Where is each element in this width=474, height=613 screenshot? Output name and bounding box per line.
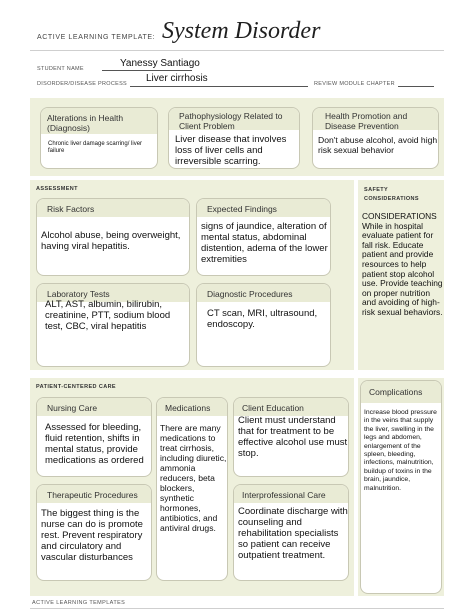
pathophysiology-card bbox=[168, 107, 300, 169]
diagnostic-title: Diagnostic Procedures bbox=[207, 289, 293, 299]
nursing-care-title: Nursing Care bbox=[47, 403, 98, 413]
pathophysiology-title: Pathophysiology Related to Client Problem bbox=[179, 111, 283, 131]
student-name-label: STUDENT NAME bbox=[37, 66, 84, 72]
complications-card bbox=[360, 380, 442, 594]
student-name-underline bbox=[102, 70, 192, 71]
interprofessional-care-title: Interprofessional Care bbox=[242, 490, 326, 500]
review-chapter-label: REVIEW MODULE CHAPTER bbox=[314, 81, 395, 87]
complications-title: Complications bbox=[369, 387, 423, 397]
nursing-care-text: Assessed for bleeding, fluid retention, shifts in mental status, provide medications as ordered bbox=[45, 422, 144, 466]
lab-tests-card bbox=[36, 283, 190, 367]
student-name-value: Yanessy Santiago bbox=[120, 58, 200, 69]
complications-text: Increase blood pressure in the veins that supply the liver, swelling in the legs and abdomen, enlargement of the spleen, bleeding, infections, malnutrition, buildup of toxins in the brain, jaundice, malnutrition. bbox=[364, 409, 437, 492]
alterations-title: Alterations in Health (Diagnosis) bbox=[47, 113, 124, 133]
template-label: ACTIVE LEARNING TEMPLATE: bbox=[37, 34, 156, 41]
review-chapter-underline bbox=[398, 86, 434, 87]
interprofessional-care-text: Coordinate discharge with counseling and rehabilitation specialists so patient can receive outpatient treatment. bbox=[238, 506, 348, 561]
risk-factors-text: Alcohol abuse, being overweight, having viral hepatitis. bbox=[41, 230, 181, 252]
header-divider bbox=[30, 50, 444, 51]
page-title: System Disorder bbox=[162, 18, 321, 44]
health-promotion-title: Health Promotion and Disease Prevention bbox=[325, 111, 408, 131]
health-promotion-card bbox=[312, 107, 439, 169]
risk-factors-card bbox=[36, 198, 190, 276]
medications-card bbox=[156, 397, 228, 581]
lab-tests-title: Laboratory Tests bbox=[47, 289, 110, 299]
patient-care-label: PATIENT-CENTERED CARE bbox=[36, 384, 117, 390]
expected-findings-card bbox=[196, 198, 331, 276]
diagnostic-text: CT scan, MRI, ultrasound, endoscopy. bbox=[207, 308, 318, 330]
safety-label: SAFETY CONSIDERATIONS bbox=[364, 187, 420, 202]
lab-tests-text: ALT, AST, albumin, bilirubin, creatinine, PTT, sodium blood test, CBC, viral hepatitis bbox=[45, 299, 171, 332]
therapeutic-procedures-card bbox=[36, 484, 152, 581]
pathophysiology-text: Liver disease that involves loss of liver cells and irreversible scarring. bbox=[175, 134, 287, 167]
client-education-text: Client must understand that for treatment to be effective alcohol use must stop. bbox=[238, 415, 348, 459]
disorder-label: DISORDER/DISEASE PROCESS bbox=[37, 81, 128, 87]
disorder-underline bbox=[130, 86, 308, 87]
safety-text: CONSIDERATIONS While in hospital evaluate patient for fall risk. Educate patient and provide resources to help patient stop alcohol use. Provide teaching on proper nutrition and avoiding of high-risk sexual behaviors. bbox=[362, 211, 443, 317]
interprofessional-care-card bbox=[233, 484, 349, 581]
risk-factors-title: Risk Factors bbox=[47, 204, 95, 214]
diagnostic-card bbox=[196, 283, 331, 367]
client-education-title: Client Education bbox=[242, 403, 304, 413]
therapeutic-procedures-text: The biggest thing is the nurse can do is promote rest. Prevent respiratory and circulatory and vascular disturbances bbox=[41, 508, 143, 563]
expected-findings-title: Expected Findings bbox=[207, 204, 277, 214]
alterations-card bbox=[40, 107, 158, 169]
expected-findings-text: signs of jaundice, alteration of mental status, abdominal distention, adema of the lower extremities bbox=[201, 221, 328, 265]
medications-title: Medications bbox=[165, 403, 211, 413]
footer-divider bbox=[30, 608, 444, 609]
alterations-text: Chronic liver damage scarring/ liver failure bbox=[48, 141, 143, 154]
health-promotion-text: Don't abuse alcohol, avoid high risk sexual behavior bbox=[318, 135, 438, 155]
nursing-care-card bbox=[36, 397, 152, 477]
disorder-value: Liver cirrhosis bbox=[146, 73, 208, 84]
assessment-label: ASSESSMENT bbox=[36, 186, 78, 192]
therapeutic-procedures-title: Therapeutic Procedures bbox=[47, 490, 138, 500]
footer-label: ACTIVE LEARNING TEMPLATES bbox=[32, 600, 126, 606]
medications-text: There are many medications to treat cirrhosis, including diuretic, ammonia reducers, beta blockers, synthetic hormones, antibiotics, and antiviral drugs. bbox=[160, 423, 227, 533]
client-education-card bbox=[233, 397, 349, 477]
